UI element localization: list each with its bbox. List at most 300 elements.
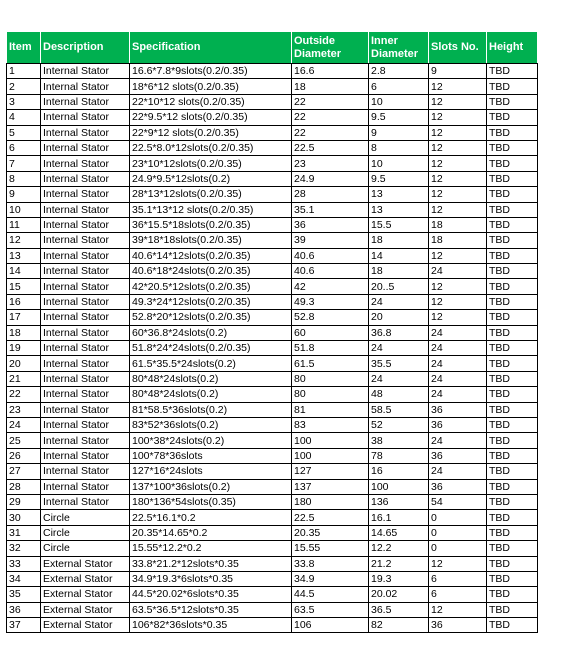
cell-item: 23 — [7, 402, 41, 417]
cell-height: TBD — [487, 371, 538, 386]
cell-description: Internal Stator — [41, 479, 130, 494]
cell-specification: 22.5*16.1*0.2 — [130, 510, 292, 525]
header-specification: Specification — [130, 32, 292, 64]
cell-outside-diameter: 22.5 — [292, 140, 369, 155]
header-row — [7, 32, 538, 64]
cell-item: 20 — [7, 356, 41, 371]
cell-description: External Stator — [41, 618, 130, 633]
cell-description: Internal Stator — [41, 64, 130, 79]
table-row — [7, 79, 538, 94]
cell-specification: 61.5*35.5*24slots(0.2) — [130, 356, 292, 371]
cell-slots-no: 12 — [429, 202, 487, 217]
cell-outside-diameter: 63.5 — [292, 602, 369, 617]
cell-description: Internal Stator — [41, 341, 130, 356]
cell-specification: 127*16*24slots — [130, 464, 292, 479]
cell-inner-diameter: 35.5 — [369, 356, 429, 371]
cell-item: 4 — [7, 110, 41, 125]
header-inner-diameter: Inner Diameter — [369, 32, 429, 64]
cell-specification: 22*9.5*12 slots(0.2/0.35) — [130, 110, 292, 125]
table-row — [7, 294, 538, 309]
cell-item: 24 — [7, 417, 41, 432]
cell-item: 35 — [7, 587, 41, 602]
cell-description: Internal Stator — [41, 233, 130, 248]
cell-inner-diameter: 24 — [369, 294, 429, 309]
cell-height: TBD — [487, 125, 538, 140]
cell-height: TBD — [487, 79, 538, 94]
cell-description: External Stator — [41, 556, 130, 571]
cell-item: 21 — [7, 371, 41, 386]
cell-height: TBD — [487, 494, 538, 509]
cell-height: TBD — [487, 587, 538, 602]
cell-description: Internal Stator — [41, 494, 130, 509]
cell-description: Internal Stator — [41, 248, 130, 263]
cell-item: 8 — [7, 171, 41, 186]
cell-slots-no: 36 — [429, 479, 487, 494]
cell-description: Internal Stator — [41, 79, 130, 94]
table-row — [7, 140, 538, 155]
cell-inner-diameter: 82 — [369, 618, 429, 633]
cell-description: Internal Stator — [41, 279, 130, 294]
cell-item: 15 — [7, 279, 41, 294]
cell-description: External Stator — [41, 602, 130, 617]
cell-specification: 18*6*12 slots(0.2/0.35) — [130, 79, 292, 94]
header-slots-no: Slots No. — [429, 32, 487, 64]
cell-height: TBD — [487, 541, 538, 556]
cell-specification: 33.8*21.2*12slots*0.35 — [130, 556, 292, 571]
cell-description: Internal Stator — [41, 110, 130, 125]
cell-item: 37 — [7, 618, 41, 633]
cell-description: Internal Stator — [41, 202, 130, 217]
cell-outside-diameter: 137 — [292, 479, 369, 494]
cell-item: 36 — [7, 602, 41, 617]
cell-slots-no: 12 — [429, 187, 487, 202]
cell-specification: 63.5*36.5*12slots*0.35 — [130, 602, 292, 617]
cell-description: Internal Stator — [41, 140, 130, 155]
cell-inner-diameter: 18 — [369, 264, 429, 279]
cell-description: External Stator — [41, 571, 130, 586]
cell-outside-diameter: 22 — [292, 125, 369, 140]
cell-height: TBD — [487, 94, 538, 109]
cell-height: TBD — [487, 325, 538, 340]
cell-specification: 22*9*12 slots(0.2/0.35) — [130, 125, 292, 140]
cell-inner-diameter: 21.2 — [369, 556, 429, 571]
cell-outside-diameter: 51.8 — [292, 341, 369, 356]
table-row — [7, 310, 538, 325]
cell-specification: 83*52*36slots(0.2) — [130, 417, 292, 432]
cell-outside-diameter: 20.35 — [292, 525, 369, 540]
table-row — [7, 571, 538, 586]
table-row — [7, 402, 538, 417]
cell-specification: 137*100*36slots(0.2) — [130, 479, 292, 494]
cell-outside-diameter: 100 — [292, 448, 369, 463]
cell-inner-diameter: 20.02 — [369, 587, 429, 602]
cell-outside-diameter: 49.3 — [292, 294, 369, 309]
cell-inner-diameter: 9 — [369, 125, 429, 140]
table-row — [7, 525, 538, 540]
cell-outside-diameter: 81 — [292, 402, 369, 417]
cell-height: TBD — [487, 387, 538, 402]
cell-specification: 80*48*24slots(0.2) — [130, 371, 292, 386]
cell-specification: 40.6*18*24slots(0.2/0.35) — [130, 264, 292, 279]
cell-outside-diameter: 35.1 — [292, 202, 369, 217]
cell-height: TBD — [487, 402, 538, 417]
cell-item: 9 — [7, 187, 41, 202]
cell-slots-no: 6 — [429, 571, 487, 586]
cell-description: Circle — [41, 541, 130, 556]
cell-height: TBD — [487, 479, 538, 494]
cell-item: 5 — [7, 125, 41, 140]
table-row — [7, 202, 538, 217]
cell-item: 30 — [7, 510, 41, 525]
cell-height: TBD — [487, 464, 538, 479]
cell-item: 26 — [7, 448, 41, 463]
cell-slots-no: 6 — [429, 587, 487, 602]
cell-description: Internal Stator — [41, 156, 130, 171]
table-row — [7, 341, 538, 356]
cell-height: TBD — [487, 618, 538, 633]
cell-outside-diameter: 52.8 — [292, 310, 369, 325]
cell-item: 31 — [7, 525, 41, 540]
cell-specification: 106*82*36slots*0.35 — [130, 618, 292, 633]
cell-outside-diameter: 80 — [292, 371, 369, 386]
table-row — [7, 556, 538, 571]
cell-inner-diameter: 14 — [369, 248, 429, 263]
cell-slots-no: 12 — [429, 156, 487, 171]
cell-inner-diameter: 9.5 — [369, 171, 429, 186]
cell-inner-diameter: 52 — [369, 417, 429, 432]
cell-item: 18 — [7, 325, 41, 340]
table-row — [7, 494, 538, 509]
cell-slots-no: 12 — [429, 310, 487, 325]
cell-inner-diameter: 13 — [369, 187, 429, 202]
cell-description: Internal Stator — [41, 217, 130, 232]
cell-outside-diameter: 60 — [292, 325, 369, 340]
table-row — [7, 417, 538, 432]
cell-height: TBD — [487, 571, 538, 586]
cell-specification: 51.8*24*24slots(0.2/0.35) — [130, 341, 292, 356]
cell-description: Internal Stator — [41, 264, 130, 279]
cell-specification: 36*15.5*18slots(0.2/0.35) — [130, 217, 292, 232]
cell-item: 1 — [7, 64, 41, 79]
cell-height: TBD — [487, 156, 538, 171]
cell-item: 2 — [7, 79, 41, 94]
cell-outside-diameter: 180 — [292, 494, 369, 509]
cell-height: TBD — [487, 64, 538, 79]
cell-slots-no: 9 — [429, 64, 487, 79]
cell-slots-no: 24 — [429, 356, 487, 371]
cell-specification: 35.1*13*12 slots(0.2/0.35) — [130, 202, 292, 217]
cell-slots-no: 12 — [429, 79, 487, 94]
cell-outside-diameter: 40.6 — [292, 248, 369, 263]
cell-outside-diameter: 34.9 — [292, 571, 369, 586]
cell-description: Internal Stator — [41, 294, 130, 309]
cell-inner-diameter: 36.5 — [369, 602, 429, 617]
cell-outside-diameter: 15.55 — [292, 541, 369, 556]
table-row — [7, 479, 538, 494]
cell-specification: 100*78*36slots — [130, 448, 292, 463]
cell-specification: 100*38*24slots(0.2) — [130, 433, 292, 448]
cell-slots-no: 24 — [429, 341, 487, 356]
cell-inner-diameter: 9.5 — [369, 110, 429, 125]
cell-description: Internal Stator — [41, 402, 130, 417]
cell-slots-no: 18 — [429, 217, 487, 232]
cell-description: Internal Stator — [41, 417, 130, 432]
header-item: Item — [7, 32, 41, 64]
cell-outside-diameter: 61.5 — [292, 356, 369, 371]
cell-description: Internal Stator — [41, 371, 130, 386]
cell-slots-no: 54 — [429, 494, 487, 509]
table-row — [7, 371, 538, 386]
cell-slots-no: 12 — [429, 602, 487, 617]
cell-outside-diameter: 16.6 — [292, 64, 369, 79]
cell-description: Circle — [41, 525, 130, 540]
cell-inner-diameter: 38 — [369, 433, 429, 448]
cell-item: 10 — [7, 202, 41, 217]
cell-height: TBD — [487, 264, 538, 279]
cell-slots-no: 36 — [429, 402, 487, 417]
cell-slots-no: 36 — [429, 417, 487, 432]
cell-description: Internal Stator — [41, 448, 130, 463]
cell-specification: 23*10*12slots(0.2/0.35) — [130, 156, 292, 171]
cell-inner-diameter: 8 — [369, 140, 429, 155]
cell-height: TBD — [487, 171, 538, 186]
cell-height: TBD — [487, 433, 538, 448]
cell-slots-no: 24 — [429, 464, 487, 479]
cell-item: 28 — [7, 479, 41, 494]
cell-item: 12 — [7, 233, 41, 248]
table-row — [7, 356, 538, 371]
table-row — [7, 464, 538, 479]
cell-specification: 52.8*20*12slots(0.2/0.35) — [130, 310, 292, 325]
cell-description: Circle — [41, 510, 130, 525]
cell-slots-no: 24 — [429, 325, 487, 340]
cell-inner-diameter: 100 — [369, 479, 429, 494]
cell-inner-diameter: 10 — [369, 94, 429, 109]
cell-height: TBD — [487, 248, 538, 263]
cell-specification: 15.55*12.2*0.2 — [130, 541, 292, 556]
cell-slots-no: 0 — [429, 525, 487, 540]
cell-description: Internal Stator — [41, 356, 130, 371]
cell-description: Internal Stator — [41, 433, 130, 448]
cell-slots-no: 24 — [429, 387, 487, 402]
cell-height: TBD — [487, 356, 538, 371]
cell-slots-no: 36 — [429, 448, 487, 463]
table-row — [7, 125, 538, 140]
cell-slots-no: 0 — [429, 510, 487, 525]
cell-outside-diameter: 100 — [292, 433, 369, 448]
cell-description: Internal Stator — [41, 187, 130, 202]
cell-outside-diameter: 22.5 — [292, 510, 369, 525]
cell-outside-diameter: 36 — [292, 217, 369, 232]
cell-description: Internal Stator — [41, 94, 130, 109]
cell-height: TBD — [487, 510, 538, 525]
cell-item: 33 — [7, 556, 41, 571]
cell-inner-diameter: 19.3 — [369, 571, 429, 586]
cell-item: 11 — [7, 217, 41, 232]
cell-inner-diameter: 18 — [369, 233, 429, 248]
cell-description: Internal Stator — [41, 310, 130, 325]
cell-outside-diameter: 40.6 — [292, 264, 369, 279]
header-description: Description — [41, 32, 130, 64]
cell-inner-diameter: 136 — [369, 494, 429, 509]
header-outside-diameter: Outside Diameter — [292, 32, 369, 64]
cell-item: 14 — [7, 264, 41, 279]
cell-height: TBD — [487, 602, 538, 617]
cell-item: 6 — [7, 140, 41, 155]
table-body — [7, 64, 538, 633]
cell-outside-diameter: 83 — [292, 417, 369, 432]
cell-outside-diameter: 80 — [292, 387, 369, 402]
cell-slots-no: 18 — [429, 233, 487, 248]
cell-specification: 34.9*19.3*6slots*0.35 — [130, 571, 292, 586]
cell-specification: 180*136*54slots(0.35) — [130, 494, 292, 509]
table-row — [7, 448, 538, 463]
table-row — [7, 171, 538, 186]
cell-slots-no: 12 — [429, 140, 487, 155]
table-row — [7, 618, 538, 633]
cell-specification: 49.3*24*12slots(0.2/0.35) — [130, 294, 292, 309]
cell-specification: 44.5*20.02*6slots*0.35 — [130, 587, 292, 602]
cell-description: Internal Stator — [41, 325, 130, 340]
cell-outside-diameter: 23 — [292, 156, 369, 171]
cell-inner-diameter: 13 — [369, 202, 429, 217]
cell-specification: 16.6*7.8*9slots(0.2/0.35) — [130, 64, 292, 79]
cell-inner-diameter: 58.5 — [369, 402, 429, 417]
cell-item: 29 — [7, 494, 41, 509]
cell-specification: 22.5*8.0*12slots(0.2/0.35) — [130, 140, 292, 155]
cell-item: 3 — [7, 94, 41, 109]
cell-item: 34 — [7, 571, 41, 586]
cell-height: TBD — [487, 217, 538, 232]
cell-outside-diameter: 28 — [292, 187, 369, 202]
cell-inner-diameter: 78 — [369, 448, 429, 463]
cell-description: Internal Stator — [41, 387, 130, 402]
cell-item: 13 — [7, 248, 41, 263]
cell-specification: 60*36.8*24slots(0.2) — [130, 325, 292, 340]
cell-height: TBD — [487, 310, 538, 325]
cell-inner-diameter: 24 — [369, 371, 429, 386]
cell-height: TBD — [487, 556, 538, 571]
cell-outside-diameter: 39 — [292, 233, 369, 248]
cell-outside-diameter: 22 — [292, 94, 369, 109]
cell-inner-diameter: 16.1 — [369, 510, 429, 525]
table-row — [7, 587, 538, 602]
cell-specification: 81*58.5*36slots(0.2) — [130, 402, 292, 417]
cell-description: Internal Stator — [41, 125, 130, 140]
cell-outside-diameter: 24.9 — [292, 171, 369, 186]
table-row — [7, 233, 538, 248]
cell-item: 17 — [7, 310, 41, 325]
cell-outside-diameter: 42 — [292, 279, 369, 294]
cell-description: Internal Stator — [41, 464, 130, 479]
table-row — [7, 541, 538, 556]
cell-height: TBD — [487, 233, 538, 248]
cell-specification: 42*20.5*12slots(0.2/0.35) — [130, 279, 292, 294]
cell-outside-diameter: 106 — [292, 618, 369, 633]
cell-slots-no: 0 — [429, 541, 487, 556]
cell-outside-diameter: 44.5 — [292, 587, 369, 602]
table-row — [7, 433, 538, 448]
cell-inner-diameter: 16 — [369, 464, 429, 479]
cell-specification: 40.6*14*12slots(0.2/0.35) — [130, 248, 292, 263]
cell-inner-diameter: 12.2 — [369, 541, 429, 556]
cell-slots-no: 12 — [429, 294, 487, 309]
stator-spec-table — [6, 31, 538, 633]
cell-slots-no: 12 — [429, 125, 487, 140]
cell-item: 32 — [7, 541, 41, 556]
cell-inner-diameter: 24 — [369, 341, 429, 356]
cell-slots-no: 12 — [429, 279, 487, 294]
cell-slots-no: 12 — [429, 94, 487, 109]
cell-item: 25 — [7, 433, 41, 448]
cell-height: TBD — [487, 140, 538, 155]
cell-slots-no: 12 — [429, 248, 487, 263]
cell-slots-no: 12 — [429, 171, 487, 186]
cell-slots-no: 12 — [429, 110, 487, 125]
cell-height: TBD — [487, 279, 538, 294]
cell-inner-diameter: 20 — [369, 310, 429, 325]
cell-inner-diameter: 20..5 — [369, 279, 429, 294]
cell-height: TBD — [487, 294, 538, 309]
cell-height: TBD — [487, 448, 538, 463]
cell-inner-diameter: 48 — [369, 387, 429, 402]
cell-inner-diameter: 6 — [369, 79, 429, 94]
table-row — [7, 248, 538, 263]
cell-slots-no: 24 — [429, 371, 487, 386]
cell-specification: 20.35*14.65*0.2 — [130, 525, 292, 540]
table-row — [7, 602, 538, 617]
cell-slots-no: 36 — [429, 618, 487, 633]
cell-height: TBD — [487, 110, 538, 125]
cell-height: TBD — [487, 187, 538, 202]
cell-specification: 22*10*12 slots(0.2/0.35) — [130, 94, 292, 109]
cell-item: 27 — [7, 464, 41, 479]
cell-specification: 39*18*18slots(0.2/0.35) — [130, 233, 292, 248]
cell-height: TBD — [487, 202, 538, 217]
cell-outside-diameter: 22 — [292, 110, 369, 125]
cell-slots-no: 24 — [429, 433, 487, 448]
cell-inner-diameter: 15.5 — [369, 217, 429, 232]
header-height: Height — [487, 32, 538, 64]
table-row — [7, 64, 538, 79]
cell-inner-diameter: 36.8 — [369, 325, 429, 340]
cell-slots-no: 12 — [429, 556, 487, 571]
table-row — [7, 279, 538, 294]
cell-inner-diameter: 10 — [369, 156, 429, 171]
table-row — [7, 387, 538, 402]
cell-height: TBD — [487, 341, 538, 356]
cell-slots-no: 24 — [429, 264, 487, 279]
table-row — [7, 217, 538, 232]
cell-inner-diameter: 2.8 — [369, 64, 429, 79]
table-row — [7, 156, 538, 171]
cell-specification: 80*48*24slots(0.2) — [130, 387, 292, 402]
cell-specification: 24.9*9.5*12slots(0.2) — [130, 171, 292, 186]
cell-specification: 28*13*12slots(0.2/0.35) — [130, 187, 292, 202]
cell-outside-diameter: 127 — [292, 464, 369, 479]
cell-height: TBD — [487, 525, 538, 540]
cell-description: Internal Stator — [41, 171, 130, 186]
cell-description: External Stator — [41, 587, 130, 602]
cell-item: 19 — [7, 341, 41, 356]
cell-outside-diameter: 18 — [292, 79, 369, 94]
cell-height: TBD — [487, 417, 538, 432]
cell-outside-diameter: 33.8 — [292, 556, 369, 571]
cell-item: 16 — [7, 294, 41, 309]
cell-item: 7 — [7, 156, 41, 171]
table-row — [7, 264, 538, 279]
table-row — [7, 110, 538, 125]
